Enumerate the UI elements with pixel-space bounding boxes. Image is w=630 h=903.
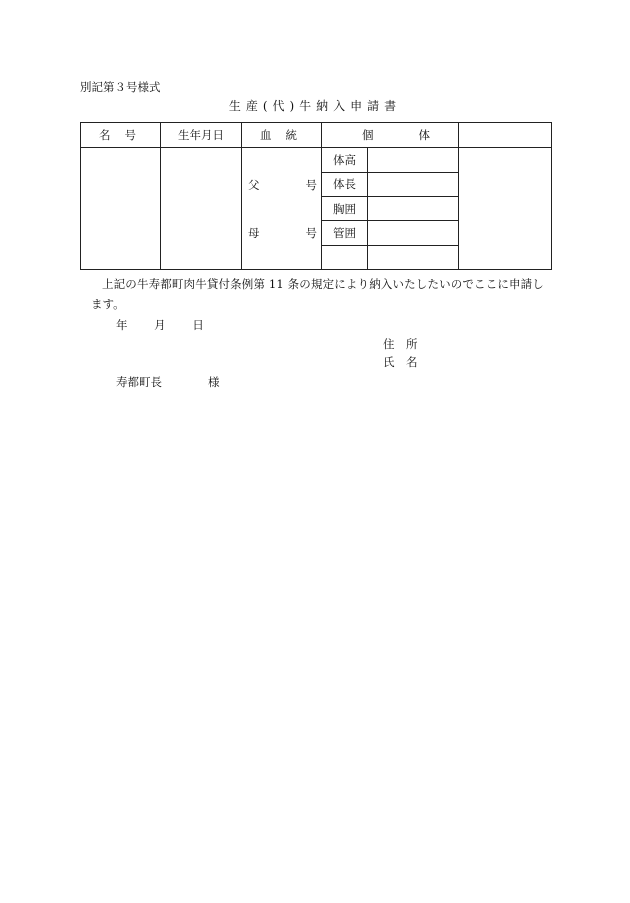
header-name: 名 号 <box>81 123 161 148</box>
recipient-line: 寿都町長 様 <box>116 375 220 389</box>
father-line: 父 号 <box>248 177 317 192</box>
body-text-line-1: 上記の牛寿都町肉牛貸付条例第 11 条の規定により納入いたしたいのでここに申請し <box>102 277 544 291</box>
date-month: 月 <box>154 318 166 332</box>
lineage-cell <box>242 148 322 270</box>
applicant-name-label: 氏 名 <box>383 355 418 369</box>
header-individual: 個 体 <box>322 123 459 148</box>
date-day: 日 <box>192 318 204 332</box>
application-table <box>80 122 552 270</box>
measure-cannon-value[interactable] <box>368 221 459 245</box>
measure-length-label: 体長 <box>322 172 368 196</box>
birthdate-cell[interactable] <box>161 148 242 270</box>
applicant-address-label: 住 所 <box>383 337 418 351</box>
body-text-line-2: ます。 <box>91 297 125 311</box>
form-number-label: 別記第３号様式 <box>80 80 161 94</box>
measure-cannon-label: 管囲 <box>322 221 368 245</box>
document-title: 生産(代)牛納入申請書 <box>228 99 402 113</box>
measure-chest-label: 胸囲 <box>322 197 368 221</box>
measure-height-label: 体高 <box>322 148 368 172</box>
date-year: 年 <box>116 318 128 332</box>
measure-chest-value[interactable] <box>368 197 459 221</box>
measure-blank-value[interactable] <box>368 245 459 269</box>
table-header-row <box>81 123 552 148</box>
measure-blank-label <box>322 245 368 269</box>
header-blank <box>459 123 552 148</box>
measure-height-value[interactable] <box>368 148 459 172</box>
table-row <box>81 148 552 172</box>
remarks-cell[interactable] <box>459 148 552 270</box>
header-bloodline: 血 統 <box>242 123 322 148</box>
name-cell[interactable] <box>81 148 161 270</box>
header-birthdate: 生年月日 <box>161 123 242 148</box>
measure-length-value[interactable] <box>368 172 459 196</box>
date-line <box>116 320 227 332</box>
mother-line: 母 号 <box>248 225 317 240</box>
